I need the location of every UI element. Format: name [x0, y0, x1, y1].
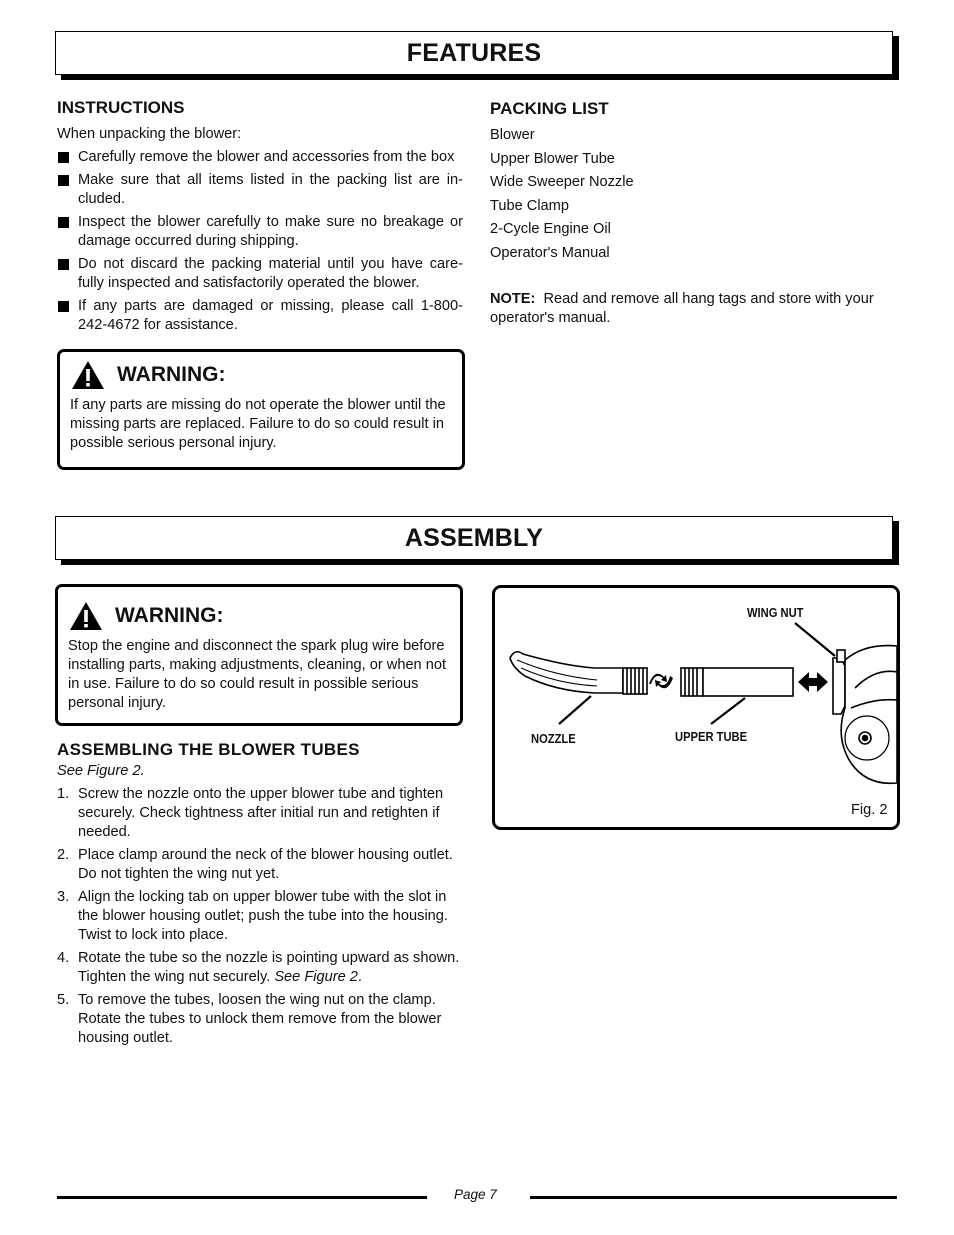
list-item: Do not discard the packing material until you have care-fully inspected and satisfactorily operated the blower. — [57, 255, 463, 293]
assembly-title: ASSEMBLY — [404, 523, 544, 552]
wing-nut-label: WING NUT — [747, 605, 804, 620]
figure-2 — [492, 585, 900, 830]
warning-triangle-icon — [69, 601, 103, 631]
list-item: Tube Clamp — [490, 197, 569, 214]
rotate-arrows-icon — [649, 674, 673, 688]
footer-rule-left — [57, 1196, 427, 1199]
nozzle-illustration — [510, 652, 647, 694]
upper-tube-illustration — [681, 668, 793, 696]
leader-wing-nut — [795, 623, 835, 656]
list-item: 3. Align the locking tab on upper blower tube with the slot in the blower housing outlet; push the tube into the housing. Twist to lock into place. — [57, 889, 448, 943]
assembly-banner — [55, 516, 893, 560]
packing-list — [490, 126, 634, 267]
list-item: 2-Cycle Engine Oil — [490, 221, 611, 237]
instructions-intro: When unpacking the blower: — [57, 126, 242, 142]
warning-text: If any parts are missing do not operate the blower until the missing parts are replaced. Failure to do so could result in possible serious personal injury. — [70, 397, 446, 451]
packing-list-heading: PACKING LIST — [490, 99, 609, 118]
leader-nozzle — [559, 696, 591, 724]
features-title: FEATURES — [406, 38, 542, 67]
warning-triangle-icon — [71, 360, 105, 390]
footer-rule-right — [530, 1196, 897, 1199]
warning-title: WARNING: — [115, 604, 224, 627]
list-item: 4. Rotate the tube so the nozzle is pointing upward as shown. Tighten the wing nut securely. See Figure 2. — [57, 950, 460, 985]
note-text: Read and remove all hang tags and store with your operator's manual. — [490, 291, 874, 326]
page-number: Page 7 — [454, 1187, 497, 1202]
instructions-heading: INSTRUCTIONS — [57, 98, 185, 117]
tubes-steps — [57, 785, 463, 1052]
list-item: If any parts are damaged or missing, please call 1-800-242-4672 for assistance. — [57, 297, 463, 335]
list-item: Inspect the blower carefully to make sure no breakage or damage occurred during shipping. — [57, 213, 463, 251]
warning-title: WARNING: — [117, 363, 226, 386]
see-figure-ref: See Figure 2. — [57, 763, 145, 779]
list-item: 5. To remove the tubes, loosen the wing nut on the clamp. Rotate the tubes to unlock them remove from the blower housing outlet. — [57, 992, 442, 1046]
tubes-heading: ASSEMBLING THE BLOWER TUBES — [57, 740, 360, 759]
list-item: Blower — [490, 127, 535, 143]
list-item: Wide Sweeper Nozzle — [490, 174, 634, 190]
blower-housing-illustration — [833, 646, 897, 784]
list-item: Make sure that all items listed in the packing list are in-cluded. — [57, 171, 463, 209]
features-warning-box — [57, 349, 465, 470]
warning-text: Stop the engine and disconnect the spark plug wire before installing parts, making adjustments, cleaning, or when not in use. Failure to do so could result in possible serious personal injury. — [68, 638, 447, 711]
list-item: Carefully remove the blower and accessories from the box — [57, 148, 463, 167]
list-item: 1. Screw the nozzle onto the upper blower tube and tighten securely. Check tightness after initial run and retighten if needed. — [57, 786, 444, 840]
double-arrow-icon — [798, 672, 828, 692]
list-item: Operator's Manual — [490, 244, 610, 261]
leader-upper-tube — [711, 698, 745, 724]
features-banner — [55, 31, 893, 75]
list-item: 2. Place clamp around the neck of the blower housing outlet. Do not tighten the wing nut yet. — [57, 847, 453, 882]
note-label: NOTE: — [490, 291, 536, 307]
blower-tubes-illustration — [495, 588, 897, 827]
figure-caption: Fig. 2 — [851, 802, 888, 818]
packing-note — [490, 290, 895, 328]
nozzle-label: NOZZLE — [531, 731, 576, 746]
instructions-list — [57, 148, 463, 339]
list-item: Upper Blower Tube — [490, 150, 615, 167]
upper-tube-label: UPPER TUBE — [675, 729, 748, 744]
assembly-warning-box — [55, 584, 463, 726]
